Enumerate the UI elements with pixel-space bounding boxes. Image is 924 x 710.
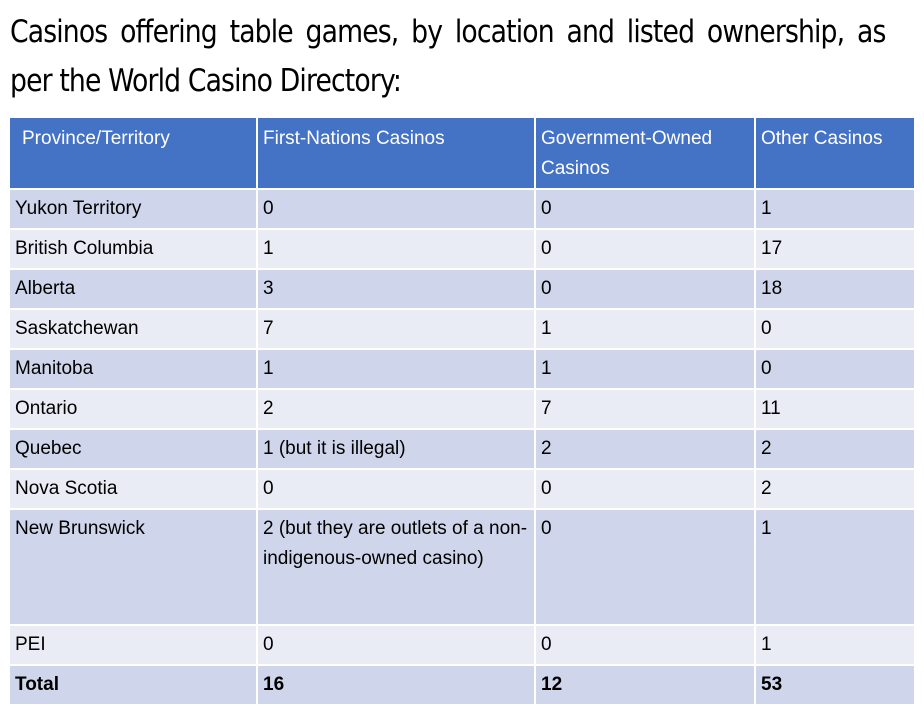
cell-other: 0 xyxy=(755,309,915,349)
cell-government-owned: 0 xyxy=(535,509,755,625)
table-header-row xyxy=(9,117,915,189)
cell-first-nations: 0 xyxy=(257,469,535,509)
cell-first-nations: 0 xyxy=(257,625,535,665)
cell-other: 2 xyxy=(755,429,915,469)
cell-government-owned: 0 xyxy=(535,625,755,665)
cell-first-nations: 0 xyxy=(257,189,535,229)
cell-province: Nova Scotia xyxy=(9,469,257,509)
cell-other: 1 xyxy=(755,625,915,665)
header-first-nations: First-Nations Casinos xyxy=(257,117,535,189)
cell-government-owned: 0 xyxy=(535,469,755,509)
table-row xyxy=(9,269,915,309)
header-province: Province/Territory xyxy=(9,117,257,189)
total-first-nations: 16 xyxy=(257,665,535,705)
table-total-row xyxy=(9,665,915,705)
table-row xyxy=(9,189,915,229)
cell-first-nations: 1 xyxy=(257,349,535,389)
cell-first-nations: 2 xyxy=(257,389,535,429)
cell-province: Saskatchewan xyxy=(9,309,257,349)
cell-first-nations: 2 (but they are outlets of a non-indigenous-owned casino) xyxy=(257,509,535,625)
casino-table xyxy=(8,116,916,706)
table-row xyxy=(9,389,915,429)
header-government-owned: Government-Owned Casinos xyxy=(535,117,755,189)
table-row xyxy=(9,229,915,269)
cell-province: PEI xyxy=(9,625,257,665)
cell-other: 1 xyxy=(755,509,915,625)
cell-other: 2 xyxy=(755,469,915,509)
cell-first-nations: 3 xyxy=(257,269,535,309)
cell-government-owned: 7 xyxy=(535,389,755,429)
cell-province: Quebec xyxy=(9,429,257,469)
total-label: Total xyxy=(9,665,257,705)
table-row xyxy=(9,349,915,389)
cell-province: Alberta xyxy=(9,269,257,309)
table-row xyxy=(9,509,915,625)
table-row xyxy=(9,309,915,349)
cell-other: 11 xyxy=(755,389,915,429)
header-other: Other Casinos xyxy=(755,117,915,189)
cell-first-nations: 7 xyxy=(257,309,535,349)
cell-first-nations: 1 xyxy=(257,229,535,269)
cell-government-owned: 1 xyxy=(535,349,755,389)
cell-province: Ontario xyxy=(9,389,257,429)
cell-province: Yukon Territory xyxy=(9,189,257,229)
cell-government-owned: 2 xyxy=(535,429,755,469)
cell-government-owned: 0 xyxy=(535,269,755,309)
cell-first-nations: 1 (but it is illegal) xyxy=(257,429,535,469)
cell-other: 17 xyxy=(755,229,915,269)
cell-province: Manitoba xyxy=(9,349,257,389)
cell-other: 18 xyxy=(755,269,915,309)
table-row xyxy=(9,469,915,509)
slide-title: Casinos offering table games, by location and listed ownership, as per the World Casino Directory: xyxy=(10,14,886,99)
cell-government-owned: 0 xyxy=(535,229,755,269)
cell-other: 1 xyxy=(755,189,915,229)
cell-other: 0 xyxy=(755,349,915,389)
cell-government-owned: 0 xyxy=(535,189,755,229)
cell-government-owned: 1 xyxy=(535,309,755,349)
cell-province: British Columbia xyxy=(9,229,257,269)
table-row xyxy=(9,429,915,469)
total-government-owned: 12 xyxy=(535,665,755,705)
table-row xyxy=(9,625,915,665)
total-other: 53 xyxy=(755,665,915,705)
cell-province: New Brunswick xyxy=(9,509,257,625)
